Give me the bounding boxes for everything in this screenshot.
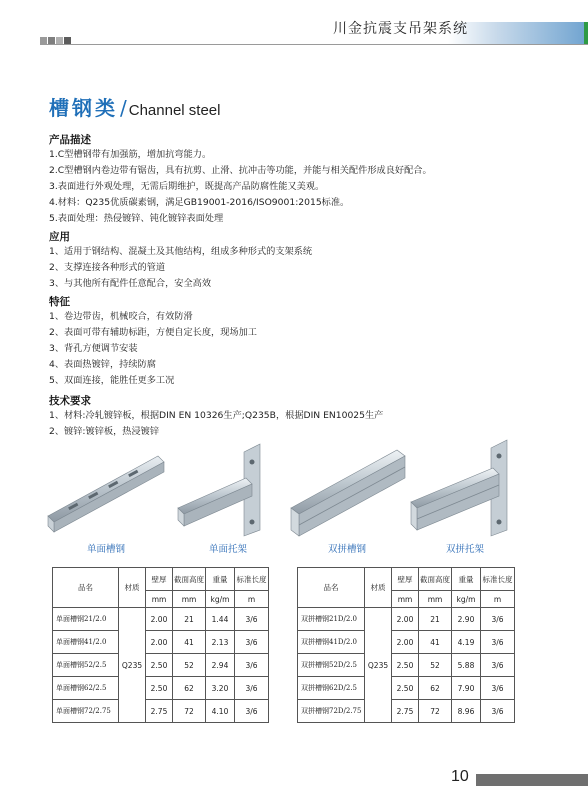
header-square-2 bbox=[48, 37, 55, 44]
cell-length: 3/6 bbox=[481, 654, 515, 677]
cell-length: 3/6 bbox=[235, 700, 269, 723]
features-heading: 特征 bbox=[49, 296, 70, 308]
unit-length: m bbox=[235, 591, 269, 608]
table-row bbox=[53, 608, 269, 631]
cell-weight: 2.13 bbox=[206, 631, 235, 654]
application-line: 3、与其他所有配件任意配合，安全高效 bbox=[49, 278, 212, 289]
tech-block bbox=[49, 394, 549, 440]
cell-weight: 2.94 bbox=[206, 654, 235, 677]
cell-thickness: 2.50 bbox=[146, 654, 173, 677]
col-header-thickness: 壁厚 bbox=[392, 568, 419, 591]
table-row bbox=[53, 654, 269, 677]
cell-material: Q235 bbox=[365, 608, 392, 723]
header-title: 川金抗震支吊架系统 bbox=[333, 21, 468, 37]
table-row bbox=[53, 700, 269, 723]
product-caption: 单面托架 bbox=[208, 544, 247, 555]
header-square-4 bbox=[64, 37, 71, 44]
col-header-material: 材质 bbox=[365, 568, 392, 608]
cell-length: 3/6 bbox=[481, 608, 515, 631]
features-line: 3、背孔方便调节安装 bbox=[49, 343, 138, 354]
cell-name: 单面槽钢41/2.0 bbox=[53, 631, 119, 654]
cell-length: 3/6 bbox=[235, 631, 269, 654]
cell-name: 单面槽钢52/2.5 bbox=[53, 654, 119, 677]
col-header-weight: 重量 bbox=[452, 568, 481, 591]
tech-heading: 技术要求 bbox=[49, 395, 91, 407]
features-line: 2、表面可带有辅助标距，方便自定长度，现场加工 bbox=[49, 327, 257, 338]
cell-length: 3/6 bbox=[235, 608, 269, 631]
cell-name: 单面槽钢21/2.0 bbox=[53, 608, 119, 631]
page-header bbox=[0, 0, 588, 46]
cell-weight: 3.20 bbox=[206, 677, 235, 700]
application-heading: 应用 bbox=[49, 231, 70, 243]
single-channel-icon bbox=[40, 438, 170, 538]
cell-length: 3/6 bbox=[235, 654, 269, 677]
unit-thickness: mm bbox=[146, 591, 173, 608]
product-caption: 单面槽钢 bbox=[86, 544, 125, 555]
cell-thickness: 2.00 bbox=[146, 608, 173, 631]
cell-height: 52 bbox=[173, 654, 206, 677]
cell-name: 双拼槽钢62D/2.5 bbox=[298, 677, 365, 700]
unit-length: m bbox=[481, 591, 515, 608]
features-line: 5、双面连接，能胜任更多工况 bbox=[49, 375, 175, 386]
double-bracket-icon bbox=[405, 438, 535, 538]
col-header-name: 品名 bbox=[53, 568, 119, 608]
cell-weight: 1.44 bbox=[206, 608, 235, 631]
section-title-slash: / bbox=[120, 96, 127, 120]
single-bracket-icon bbox=[168, 438, 298, 538]
cell-length: 3/6 bbox=[481, 677, 515, 700]
application-line: 1、适用于钢结构、混凝土及其他结构，组成多种形式的支架系统 bbox=[49, 246, 313, 257]
tech-line: 1、材料:冷轧镀锌板，根据DIN EN 10326生产;Q235B，根据DIN EN10025生产 bbox=[49, 410, 384, 421]
cell-name: 双拼槽钢41D/2.0 bbox=[298, 631, 365, 654]
table-row bbox=[298, 677, 515, 700]
spec-table-double bbox=[297, 567, 515, 723]
cell-thickness: 2.50 bbox=[146, 677, 173, 700]
section-title bbox=[49, 92, 220, 118]
cell-weight: 5.88 bbox=[452, 654, 481, 677]
cell-thickness: 2.00 bbox=[392, 631, 419, 654]
table-row bbox=[298, 700, 515, 723]
spec-table-single bbox=[52, 567, 269, 723]
col-header-length: 标准长度 bbox=[481, 568, 515, 591]
cell-thickness: 2.75 bbox=[146, 700, 173, 723]
cell-thickness: 2.50 bbox=[392, 677, 419, 700]
cell-thickness: 2.00 bbox=[392, 608, 419, 631]
table-row bbox=[298, 608, 515, 631]
cell-name: 双拼槽钢21D/2.0 bbox=[298, 608, 365, 631]
cell-height: 21 bbox=[173, 608, 206, 631]
features-line: 4、表面热镀锌，持续防腐 bbox=[49, 359, 156, 370]
header-square-1 bbox=[40, 37, 47, 44]
description-line: 4.材料：Q235优质碳素钢，满足GB19001-2016/ISO9001:2015标准。 bbox=[49, 197, 350, 208]
header-gradient-bar bbox=[448, 22, 588, 44]
description-line: 2.C型槽钢内卷边带有锯齿，具有抗剪、止滑、抗冲击等功能，并能与相关配件形成良好配合。 bbox=[49, 165, 432, 176]
tech-line: 2、镀锌:镀锌板，热浸镀锌 bbox=[49, 426, 160, 437]
cell-height: 41 bbox=[173, 631, 206, 654]
cell-weight: 7.90 bbox=[452, 677, 481, 700]
table-row bbox=[53, 677, 269, 700]
unit-weight: kg/m bbox=[206, 591, 235, 608]
cell-thickness: 2.75 bbox=[392, 700, 419, 723]
description-heading: 产品描述 bbox=[49, 134, 91, 146]
cell-height: 21 bbox=[419, 608, 452, 631]
col-header-material: 材质 bbox=[119, 568, 146, 608]
features-block bbox=[49, 295, 549, 389]
product-caption: 双拼槽钢 bbox=[327, 544, 366, 555]
unit-weight: kg/m bbox=[452, 591, 481, 608]
table-row bbox=[298, 654, 515, 677]
application-line: 2、支撑连接各种形式的管道 bbox=[49, 262, 166, 273]
cell-thickness: 2.50 bbox=[392, 654, 419, 677]
header-square-3 bbox=[56, 37, 63, 44]
cell-weight: 8.96 bbox=[452, 700, 481, 723]
unit-height: mm bbox=[173, 591, 206, 608]
col-header-weight: 重量 bbox=[206, 568, 235, 591]
cell-height: 41 bbox=[419, 631, 452, 654]
cell-thickness: 2.00 bbox=[146, 631, 173, 654]
cell-name: 双拼槽钢72D/2.75 bbox=[298, 700, 365, 723]
col-header-height: 截面高度 bbox=[419, 568, 452, 591]
header-rule bbox=[40, 44, 588, 45]
col-header-thickness: 壁厚 bbox=[146, 568, 173, 591]
cell-weight: 2.90 bbox=[452, 608, 481, 631]
description-block bbox=[49, 133, 549, 227]
footer-bar bbox=[476, 774, 588, 786]
header-accent-bar bbox=[584, 22, 588, 44]
product-caption: 双拼托架 bbox=[445, 544, 484, 555]
section-title-en: Channel steel bbox=[128, 102, 221, 119]
cell-length: 3/6 bbox=[481, 700, 515, 723]
double-channel-icon bbox=[285, 438, 415, 538]
col-header-length: 标准长度 bbox=[235, 568, 269, 591]
cell-length: 3/6 bbox=[235, 677, 269, 700]
cell-name: 单面槽钢72/2.75 bbox=[53, 700, 119, 723]
description-line: 5.表面处理：热侵镀锌、钝化镀锌表面处理 bbox=[49, 213, 224, 224]
application-block bbox=[49, 230, 549, 292]
section-title-cn: 槽钢类 bbox=[49, 96, 118, 120]
unit-thickness: mm bbox=[392, 591, 419, 608]
col-header-height: 截面高度 bbox=[173, 568, 206, 591]
cell-material: Q235 bbox=[119, 608, 146, 723]
description-line: 3.表面进行外观处理，无需后期维护，既提高产品防腐性能又美观。 bbox=[49, 181, 325, 192]
table-row bbox=[298, 631, 515, 654]
cell-weight: 4.19 bbox=[452, 631, 481, 654]
description-line: 1.C型槽钢带有加强筋，增加抗弯能力。 bbox=[49, 149, 212, 160]
col-header-name: 品名 bbox=[298, 568, 365, 608]
page-number: 10 bbox=[451, 768, 469, 785]
cell-length: 3/6 bbox=[481, 631, 515, 654]
cell-weight: 4.10 bbox=[206, 700, 235, 723]
features-line: 1、卷边带齿，机械咬合，有效防滑 bbox=[49, 311, 193, 322]
cell-name: 单面槽钢62/2.5 bbox=[53, 677, 119, 700]
unit-height: mm bbox=[419, 591, 452, 608]
cell-height: 72 bbox=[173, 700, 206, 723]
cell-height: 72 bbox=[419, 700, 452, 723]
table-row bbox=[53, 631, 269, 654]
cell-height: 52 bbox=[419, 654, 452, 677]
cell-height: 62 bbox=[173, 677, 206, 700]
cell-name: 双拼槽钢52D/2.5 bbox=[298, 654, 365, 677]
cell-height: 62 bbox=[419, 677, 452, 700]
